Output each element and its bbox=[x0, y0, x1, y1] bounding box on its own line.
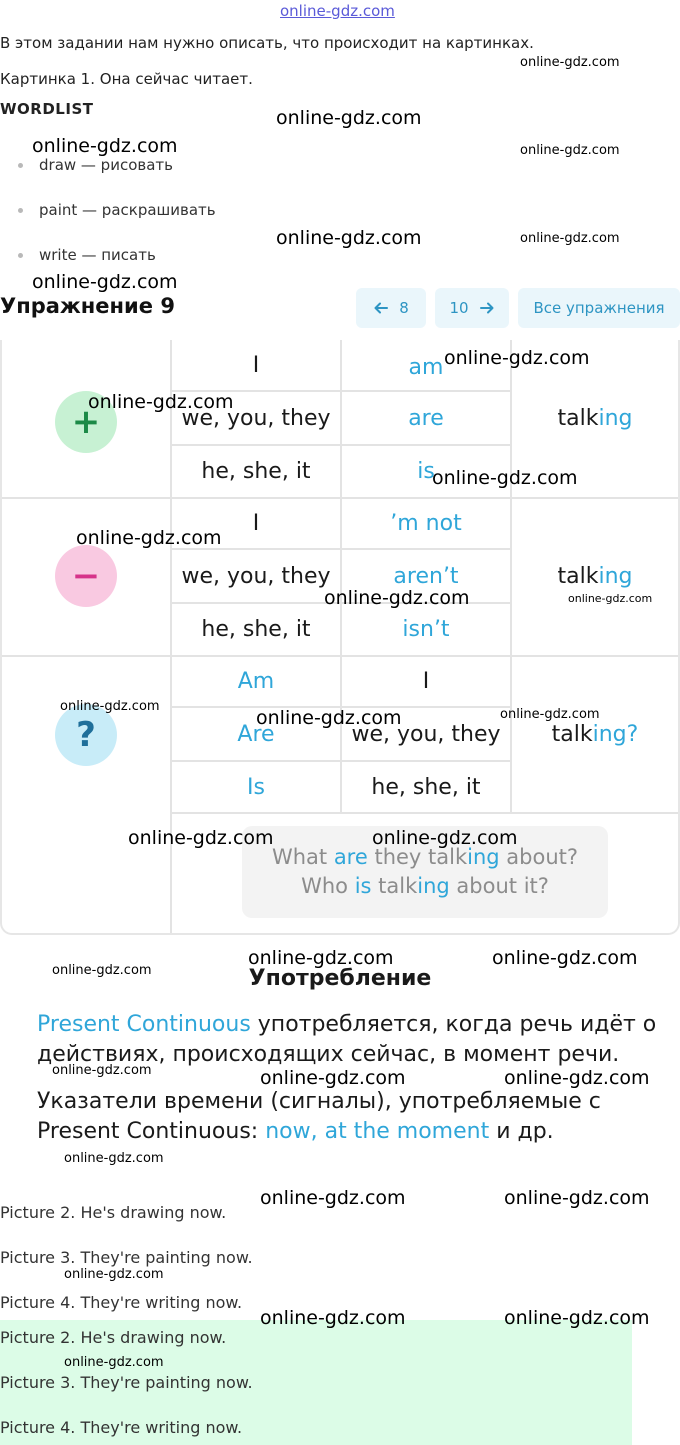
verb-cell: aren’t bbox=[393, 563, 459, 589]
main-verb-cell bbox=[512, 708, 678, 760]
prev-exercise-label: 8 bbox=[399, 299, 409, 317]
watermark: online-gdz.com bbox=[52, 1063, 152, 1078]
example-question-1: What are they talking about? bbox=[271, 845, 579, 869]
term-present-continuous: Present Continuous bbox=[37, 1012, 251, 1037]
next-exercise-button[interactable] bbox=[435, 288, 509, 328]
all-exercises-label: Все упражнения bbox=[533, 299, 665, 317]
subject-cell: we, you, they bbox=[181, 405, 331, 431]
usage-title: Употребление bbox=[248, 966, 432, 991]
main-verb-cell bbox=[512, 392, 678, 444]
wordlist-item bbox=[18, 246, 156, 264]
grammar-table bbox=[0, 340, 680, 935]
wordlist-item bbox=[18, 201, 216, 219]
watermark: online-gdz.com bbox=[256, 707, 402, 729]
subject-cell: I bbox=[422, 669, 430, 694]
highlighted-answer-line: Picture 4. They're writing now. bbox=[0, 1418, 243, 1437]
subject-cell: I bbox=[252, 511, 260, 536]
bullet-icon bbox=[18, 208, 23, 213]
watermark: online-gdz.com bbox=[52, 963, 152, 978]
subject-cell: we, you, they bbox=[351, 721, 501, 747]
wordlist-title: WORDLIST bbox=[0, 100, 94, 118]
wordlist-item-text: write — писать bbox=[39, 246, 156, 264]
watermark: online-gdz.com bbox=[276, 107, 422, 129]
watermark: online-gdz.com bbox=[504, 1067, 650, 1089]
watermark: online-gdz.com bbox=[520, 55, 620, 70]
verb-ending: ing bbox=[598, 563, 633, 589]
time-markers: now, at the moment bbox=[265, 1119, 490, 1144]
verb-stem: talk bbox=[557, 405, 599, 431]
exercise-title: Упражнение 9 bbox=[0, 294, 175, 318]
watermark: online-gdz.com bbox=[32, 135, 178, 157]
intro-line-1: В этом задании нам нужно описать, что происходит на картинках. bbox=[0, 34, 534, 52]
answer-line: Picture 2. He's drawing now. bbox=[0, 1203, 227, 1222]
verb-cell: is bbox=[417, 459, 435, 484]
minus-icon: − bbox=[55, 545, 117, 607]
arrow-right-icon bbox=[479, 300, 495, 316]
watermark: online-gdz.com bbox=[248, 947, 394, 969]
bullet-icon bbox=[18, 253, 23, 258]
prev-exercise-button[interactable] bbox=[356, 288, 426, 328]
answer-line: Picture 4. They're writing now. bbox=[0, 1293, 243, 1312]
watermark: online-gdz.com bbox=[504, 1187, 650, 1209]
watermark: online-gdz.com bbox=[128, 827, 274, 849]
watermark: online-gdz.com bbox=[260, 1307, 406, 1329]
subject-cell: he, she, it bbox=[201, 617, 311, 642]
watermark: online-gdz.com bbox=[64, 1267, 164, 1282]
watermark: online-gdz.com bbox=[324, 587, 470, 609]
question-icon: ? bbox=[55, 704, 117, 766]
wordlist-item-text: draw — рисовать bbox=[39, 156, 173, 174]
verb-ending: ing bbox=[598, 405, 633, 431]
verb-cell: ’m not bbox=[390, 511, 462, 536]
usage-paragraph-1: Present Continuous употребляется, когда речь идёт о действиях, происходящих сейчас, в момент речи. bbox=[37, 1012, 657, 1067]
watermark: online-gdz.com bbox=[444, 347, 590, 369]
watermark: online-gdz.com bbox=[372, 827, 518, 849]
subject-cell: I bbox=[252, 352, 260, 378]
watermark: online-gdz.com bbox=[260, 1067, 406, 1089]
main-verb-cell bbox=[512, 550, 678, 602]
watermark: online-gdz.com bbox=[568, 592, 653, 605]
aux-cell: Is bbox=[247, 774, 265, 800]
highlighted-answer-line: Picture 2. He's drawing now. bbox=[0, 1328, 227, 1347]
aux-cell: Are bbox=[237, 721, 275, 747]
examples-box bbox=[242, 826, 608, 918]
wordlist-item bbox=[18, 156, 173, 174]
watermark: online-gdz.com bbox=[64, 1355, 164, 1370]
verb-cell: isn’t bbox=[402, 617, 450, 642]
watermark: online-gdz.com bbox=[520, 143, 620, 158]
all-exercises-button[interactable] bbox=[518, 288, 680, 328]
watermark: online-gdz.com bbox=[60, 699, 160, 714]
watermark: online-gdz.com bbox=[492, 947, 638, 969]
site-link[interactable]: online-gdz.com bbox=[280, 2, 395, 20]
example-question-2: Who is talking about it? bbox=[301, 874, 549, 898]
watermark: online-gdz.com bbox=[88, 391, 234, 413]
watermark: online-gdz.com bbox=[500, 707, 600, 722]
bullet-icon bbox=[18, 163, 23, 168]
wordlist-item-text: paint — раскрашивать bbox=[39, 201, 216, 219]
watermark: online-gdz.com bbox=[76, 527, 222, 549]
verb-ending: ing? bbox=[592, 721, 639, 747]
verb-cell: are bbox=[408, 405, 444, 431]
verb-cell: am bbox=[408, 355, 444, 380]
watermark: online-gdz.com bbox=[520, 231, 620, 246]
subject-cell: he, she, it bbox=[201, 459, 311, 484]
watermark: online-gdz.com bbox=[276, 227, 422, 249]
intro-line-2: Картинка 1. Она сейчас читает. bbox=[0, 70, 253, 88]
aux-cell: Am bbox=[237, 669, 275, 694]
watermark: online-gdz.com bbox=[432, 467, 578, 489]
watermark: online-gdz.com bbox=[260, 1187, 406, 1209]
watermark: online-gdz.com bbox=[64, 1151, 164, 1166]
watermark: online-gdz.com bbox=[504, 1307, 650, 1329]
plus-icon: + bbox=[55, 391, 117, 453]
arrow-left-icon bbox=[373, 300, 389, 316]
answer-line: Picture 3. They're painting now. bbox=[0, 1248, 253, 1267]
subject-cell: we, you, they bbox=[181, 563, 331, 589]
highlighted-answer-line: Picture 3. They're painting now. bbox=[0, 1373, 253, 1392]
usage-paragraph-2: Указатели времени (сигналы), употребляемые с Present Continuous: now, at the moment и др. bbox=[37, 1089, 601, 1144]
watermark: online-gdz.com bbox=[32, 271, 178, 293]
next-exercise-label: 10 bbox=[449, 299, 469, 317]
verb-stem: talk bbox=[551, 721, 593, 747]
verb-stem: talk bbox=[557, 563, 599, 589]
subject-cell: he, she, it bbox=[371, 774, 481, 800]
